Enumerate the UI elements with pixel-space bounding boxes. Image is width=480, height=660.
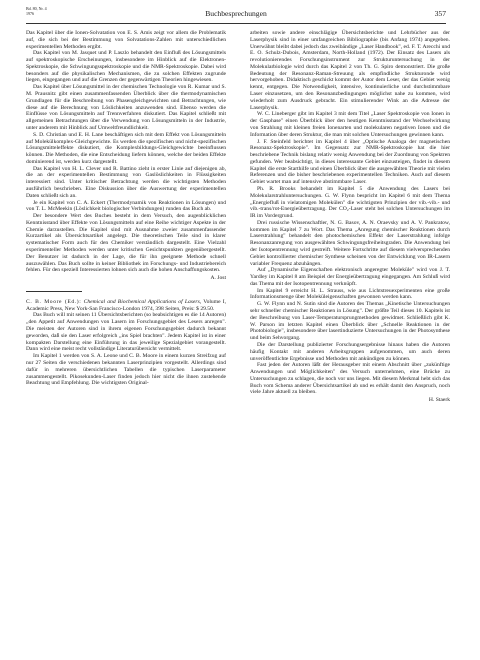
paragraph: Je ein Kapitel von C. A. Eckert (Thermodynamik von Reaktionen in Lösungen) und von T. L. McMeekin (Löslichkeit biologischer Verbindungen) runden das Buch ab. — [26, 199, 226, 213]
paragraph: S. D. Christian und E. H. Lane beschäftigen sich mit dem Effekt von Lösungsmitteln auf Molekülkomplex-Gleichgewichte. Es werden die spezifischen und nicht-spezifischen Lösungsmitteleffekte diskutiert, die Komplexbildungs-Gleichgewichte beeinflussen können. Die Methoden, die eine Entscheidung liefern können, welche der beiden Effekte dominierend ist, werden kurz dargestellt. — [26, 131, 226, 165]
page-number: 357 — [434, 9, 446, 18]
paragraph: Das Buch will mit seinen 11 Übersichtsberichten (so beabsichtigen es die 14 Autoren) „den Appetit auf Anwendungen von Lasern im Forschungsgebiet des Lesers anregen". Die meisten der Autoren sind in ihrem eigenen Forschungsgebiet dadurch bekannt geworden, daß sie den Laser erfolgreich „ins Spiel brachten". Jedem Kapitel ist in einer kompakten Darstellung eine Einführung in das jeweilige Spezialgebiet vorangestellt. Dann wird eine meist recht vollständige Literaturübersicht vermittelt. — [26, 312, 226, 353]
paragraph: Der besondere Wert des Buches besteht in dem Versuch, den augenblicklichen Kenntnisstand über Effekte von Lösungsmitteln auf eine Reihe wichtiger Aspekte in der Chemie darzustellen. Die Kapitel sind mit Ausnahme zweier zusammenfassender Kurzartikel als Übersichtsartikel angelegt. Die theoretischen Teile sind in klarer systematischer Form auch für den Chemiker verständlich dargestellt. Eine Vielzahl experimenteller Methoden werden unter kritischen Gesichtspunkten gegenübergestellt. Der Benutzer ist dadurch in der Lage, die für ihn geeignete Methode schnell auszuwählen. Das Buch sollte in keiner Bibliothek im Forschungs- und Industriebereich fehlen. Für den speziell Interessierten lohnen sich auch die hohen Anschaffungskosten. — [26, 213, 226, 274]
paragraph: Im Kapitel 9 erreicht H. L. Strauss, wie aus Lichtstreuexperimenten eine große Informationsmenge über Moleküleigenschaften gewonnen werden kann. — [250, 287, 450, 301]
book-editor: C. B. Moore (Ed.): — [26, 298, 82, 305]
paragraph: Das Kapitel über die Ionen-Solvatation von E. S. Amis zeigt vor allem die Problematik auf, die sich bei der Bestimmung von Solvatations-Zahlen mit unterschiedlichen experimentellen Methoden ergibt. — [26, 30, 226, 50]
paragraph: Drei russische Wissenschaftler, N. G. Basov, A. N. Oraevsky und A. V. Pankratow, kommen im Kapitel 7 zu Wort. Das Thema „Anregung chemischer Reaktionen durch Laserstrahlung" behandelt den photochemischen Effekt der Laserstrahlung infolge Resonanzanregung von ausgewählten Schwingungsfreiheitsgraden. Die Anwendung bei der Isotopentrennung wird gestreift. Weitere Fortschritte auf diesem vielversprechenden Gebiet kontrollierter chemischer Synthese scheinen von der Entwicklung von IR-Lasern variabler Frequenz abzuhängen. — [250, 219, 450, 267]
review-divider — [26, 291, 82, 292]
paragraph: J. F. Steinfeld berichtet im Kapitel 4 über „Optische Analoga der magnetischen Resonanz-Spektroskopie". Im Gegensatz zur NMR-Spektroskopie hat die hier beschriebene Technik bislang relativ wenig Anwendung bei der Zuordnung von Spektren gefunden. Wer beabsichtigt, in dieses interessante Gebiet einzusteigen, findet in diesem Kapitel die erste Starthilfe und einen Überblick über die ausgewählten Theorie mit vielen Referenzen und die bisher beschriebenen experimentellen Techniken. Auch auf diesem Gebiet wartet man auf intensive abstimmbare Laser. — [250, 138, 450, 186]
reviewer-signature: A. Jost — [210, 275, 226, 282]
paragraph: G. W. Flynn und N. Sutin sind die Autoren des Themas „Kinetische Untersuchungen sehr schneller chemischer Reaktionen in Lösung". Der größte Teil dieses 10. Kapitels ist der Beschreibung von Laser-Temperatursprungmethoden gewidmet. Schließlich gibt K. W. Parson im letzten Kapitel einen Überblick über „Schnelle Reaktionen in der Photobiologie", insbesondere über lasertinduzierte Untersuchungen in der Photosynthese und beim Sehvorgang. — [250, 301, 450, 342]
left-column — [26, 30, 226, 387]
book-citation — [26, 299, 226, 313]
page-header — [26, 7, 446, 24]
reviewer-signature: H. Staerk — [428, 397, 450, 404]
paragraph: Das Kapitel über Lösungsmittel in der chemischen Technologie von R. Kumar und S. M. Prausnitz gibt einen zusammenfassenden Überblick über die thermodynamischen Grundlagen für die Beschreibung von Phasengleichgewichten und Betrachtungen, wie diese auf die Berechnung von Löslichkeiten anzuwenden sind. Ebenso werden die Einflüsse von Lösungsmitteln auf Trennverfahren diskutiert. Das Kapitel schließt mit allgemeinen Betrachtungen über die Verwendung von Lösungsmitteln in der Industrie, unter anderem mit Hinblick auf Umweltfreundlichkeit. — [26, 84, 226, 131]
paragraph: Das Kapitel von M. Jasquet und P. Laszlo behandelt den Einfluß des Lösungsmittels auf spektroskopische Erscheinungen, insbesondere im Hinblick auf die Elektronen-Spektroskopie, die Schwingungsspektroskopie und die NMR-Spektroskopie. Dabei wird besonders auf die physikalischen Mechanismen, die zu solchen Effekten zugrunde liegen, eingegangen und auf die Grenzen der gegenwärtigen Theorien hingewiesen. — [26, 50, 226, 84]
paragraph: Auf „Dynamische Eigenschaften elektronisch angeregter Moleküle" wird von J. T. Yardley im Kapitel 8 am Beispiel der Energieübertragung eingegangen. Am Schluß wird das Thema mit der Isotopentrennung verknüpft. — [250, 267, 450, 287]
book-details: Volume I, Academic Press, New York-San Francisco-London 1974, 398 Seiten, Preis: $ 29.50. — [26, 298, 226, 312]
volume-year: 1976 — [26, 10, 34, 16]
book-title: Chemical and Biochemical Applications of Lasers, — [83, 298, 202, 305]
paragraph: Fast jeden der Autoren läßt der Herausgeber mit einem Abschnitt über „zukünftige Anwendungen und Möglichkeiten" des Versuch unternehmen, eine Brücke zu Untersuchungen zu schlagen, die noch vor uns liegen. Mit diesem Merkmal hebt sich das Buch vom Schema anderer Übersichtsartikel ab und es erhält damit den Anspruch, noch viele Jahre aktuell zu bleiben. — [250, 362, 450, 396]
paragraph: Das Kapitel von H. L. Clever und R. Battino zieht in erster Linie auf diejenigen ab, die an der experimentellen Bestimmung von Gaslöslichkeiten in Flüssigkeiten interessiert sind. Unter kritischer Betrachtung werden die wichtigsten Methoden ausführlich beschrieben. Eine Diskussion über die Auswertung der experimentellen Daten schließt sich an. — [26, 165, 226, 199]
paragraph: Ph. R. Brooks behandelt im Kapitel 5 die Anwendung des Lasers bei Molekularstrahluntersuchungen. G. W. Flynn bespricht im Kapitel 6 mit dem Thema „Energiefluß in vielatomigen Molekülen" die wichtigsten Prinzipien der vib.-vib.- und vib.-trans/rot-Energieübertragung. Der CO₂-Laser steht bei solchen Untersuchungen im IR im Vordergrund. — [250, 185, 450, 220]
paragraph: Im Kapitel 1 werden von S. A. Leone und C. B. Moore in einem kurzen Streifzug auf nur 27 Seiten die verschiedenen bekannten Laserprinzipien vorgestellt. Allerdings sind dafür in mehreren übersichtlichen Tabellen die typischen Laserparameter zusammengestellt. Pikosekunden-Laser finden jedoch hier nicht die ihnen zustehende Beachtung und Empfehlung. Die wichtigsten Original- — [26, 353, 226, 387]
paragraph: Die der Darstellung publizierter Forschungsergebnisse hinaus haben die Autoren häufig Kontakt mit anderen Arbeitsgruppen aufgenommen, um auch deren unveröffentlichte Ergebnisse und Methoden mit ankündigen zu können. — [250, 341, 450, 362]
right-column — [250, 30, 450, 404]
volume-number: Bd. 80, Nr. 4 — [26, 6, 47, 11]
paragraph: arbeiten sowie andere einschlägige Übersichtsberichte und Lehrbücher aus der Laserphysik sind in einer umfangreichen Bibliographie (bis Anfang 1974) angegeben. Unerwähnt bleibt dabei jedoch das zweibändige „Laser Handbook", ed. F. T. Arecchi und E. O. Schulz-Dubois, Amsterdam, North-Holland (1972). Der Einsatz des Lasers als revolutionierendes Forschungsinstrument zur Strukturuntersuchung in der Molekularbiologie wird durch das Kapitel 2 von Th. G. Spiro demonstriert. Die große Bedeutung der Resonanz-Raman-Streuung als empfindliche Strukturonde wird hervorgehoben. Didaktisch geschickt kommt der Autor dem Leser, der das Gebiet wenig kennt, entgegen. Die Notwendigkeit, intensive, kontinuierliche und durchstimmbare Laser einzusetzen, um den Resonanzbedingungen möglichst nahe zu kommen, wird wiederholt zum Ausdruck gebracht. Ein stimulierender Wink an die Adresse der Laserphysik. — [250, 30, 450, 111]
section-title: Buchbesprechungen — [205, 9, 267, 18]
paragraph: W. C. Lineberger gibt im Kapitel 3 mit dem Titel „Laser Spektroskopie von Ionen in der Gasphase" einen Überblick über den heutigen Kenntnisstand der Wechselwirkung von Strahlung mit kleinen freien Ionenarten und molekularen negativen Ionen und die Information über deren Struktur, die man mit solchen Untersuchungen gewinnen kann. — [250, 111, 450, 138]
